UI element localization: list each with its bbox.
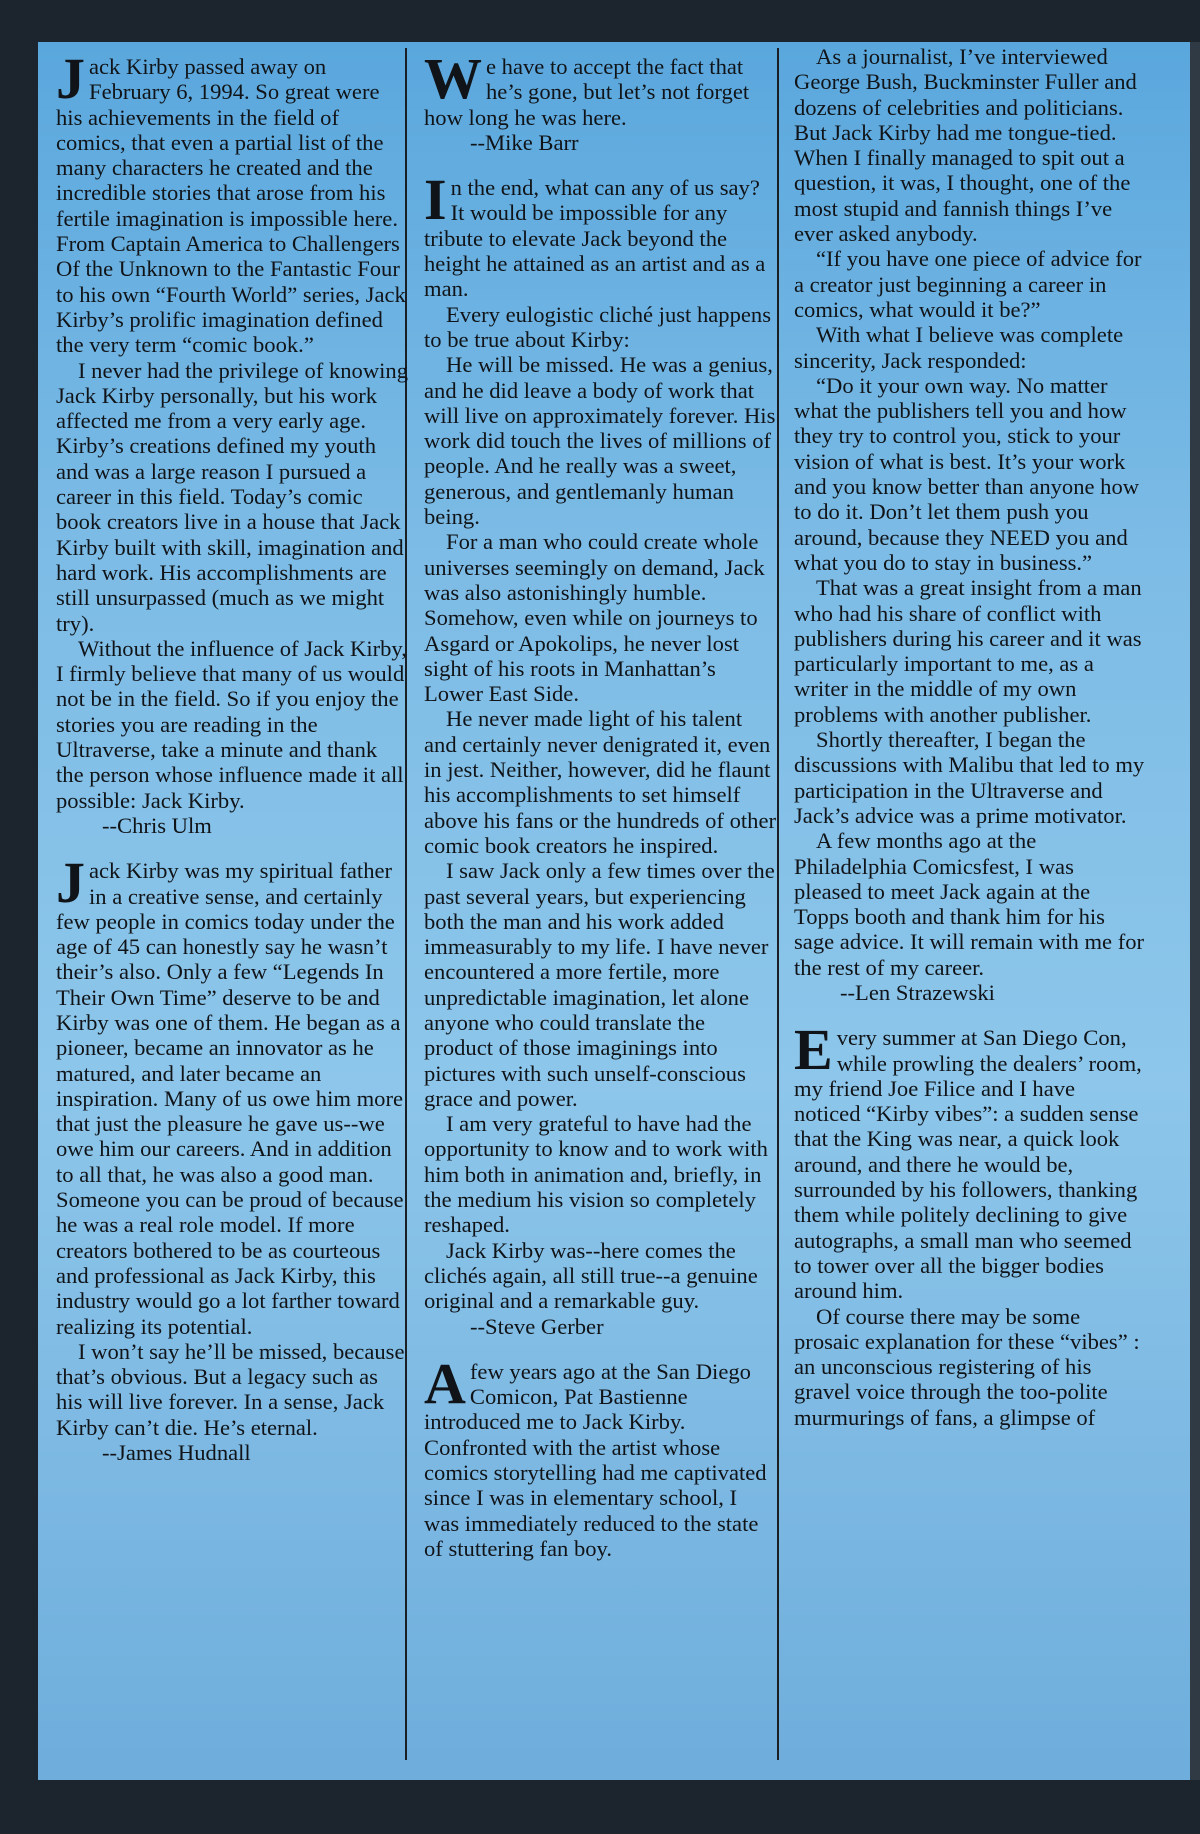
paragraph: ack Kirby passed away on February 6, 1994. So great were his achievements in the field of comics, that even a partial list of the many characters he created and the incredible stories that arose from his fertile imagination is impossible here. From Captain America to Challengers Of the Unknown to the Fantastic Four to his own “Fourth World” series, Jack Kirby’s prolific imagination defined the very term “comic book.” <box>56 54 406 358</box>
drop-cap: J <box>56 46 85 111</box>
tribute-strazewski-cont <box>794 44 1146 1005</box>
column-2 <box>424 46 776 1581</box>
tribute-hudnall <box>56 850 408 1466</box>
paragraph: With what I believe was complete sincerity, Jack responded: <box>794 322 1124 373</box>
paragraph: few years ago at the San Diego Comicon, Pat Bastienne introduced me to Jack Kirby. Confronted with the artist whose comics storytelling had me captivated since I was in elementary school, I was immediately reduced to the state of stuttering fan boy. <box>424 1358 767 1561</box>
page-edge <box>1190 42 1200 1780</box>
paragraph: I never had the privilege of knowing Jack Kirby personally, but his work affected me from a very early age. Kirby’s creations defined my youth and was a large reason I pursued a career in this field. Today’s comic book creators live in a house that Jack Kirby built with skill, imagination and hard work. His accomplishments are still unsurpassed (much as we might try). <box>56 357 409 636</box>
paragraph: Without the influence of Jack Kirby, I firmly believe that many of us would not be in the field. So if you enjoy the stories you are reading in the Ultraverse, take a minute and thank the person whose influence made it all possible: Jack Kirby. <box>56 635 407 813</box>
paragraph: I am very grateful to have had the opportunity to know and to work with him both in animation and, briefly, in the medium his vision so completely reshaped. <box>424 1111 768 1238</box>
tribute-strazewski-start <box>424 1350 776 1561</box>
paragraph: I won’t say he’ll be missed, because that’s obvious. But a legacy such as his will live forever. In a sense, Jack Kirby can’t die. He’s eternal. <box>56 1338 405 1440</box>
signature: --Len Strazewski <box>840 979 995 1005</box>
paragraph: Shortly thereafter, I began the discussions with Malibu that led to my participation in the Ultraverse and Jack’s advice was a prime motivator. <box>794 727 1145 828</box>
drop-cap: W <box>424 46 482 111</box>
paragraph: For a man who could create whole universes seemingly on demand, Jack was also astonishingly humble. Somehow, even while on journeys to Asgard or Apokolips, he never lost sight of his roots in Manhattan’s Lower East Side. <box>424 529 765 707</box>
paragraph: As a journalist, I’ve interviewed George Bush, Buckminster Fuller and dozens of celebrities and politicians. But Jack Kirby had me tongue-tied. When I finally managed to spit out a question, it was, I thought, one of the most stupid and fannish things I’ve ever asked anybody. <box>794 44 1137 247</box>
column-3 <box>794 44 1146 1450</box>
paragraph: A few months ago at the Philadelphia Comicsfest, I was pleased to meet Jack again at the Topps booth and thank him for his sage advice. It will remain with me for the rest of my career. <box>794 828 1145 980</box>
signature: --Chris Ulm <box>102 812 212 838</box>
signature: --James Hudnall <box>102 1440 251 1466</box>
paragraph: ack Kirby was my spiritual father in a creative sense, and certainly few people in comics today under the age of 45 can honestly say he wasn’t their’s also. Only a few “Legends In Their Own Time” deserve to be and Kirby was one of them. He began as a pioneer, became an innovator as he matured, and later became an inspiration. Many of us owe him more that just the pleasure he gave us--we owe him our careers. And in addition to all that, he was also a good man. Someone you can be proud of because he was a real role model. If more creators bothered to be as courteous and professional as Jack Kirby, this industry would go a lot farther toward realizing its potential. <box>56 858 404 1339</box>
drop-cap: J <box>56 850 85 916</box>
column-rule <box>777 48 779 1760</box>
drop-cap: I <box>424 167 447 233</box>
paragraph: Of course there may be some prosaic explanation for these “vibes” : an unconscious registering of his gravel voice through the too-polite murmurings of fans, a glimpse of <box>794 1303 1140 1430</box>
paragraph: He will be missed. He was a genius, and he did leave a body of work that will live on approximately forever. His work did touch the lives of millions of people. And he really was a sweet, generous, and gentlemanly human being. <box>424 352 776 530</box>
paragraph: He never made light of his talent and certainly never denigrated it, even in jest. Neither, however, did he flaunt his accomplishments to set himself above his fans or the hundreds of other comic book creators he inspired. <box>424 706 776 858</box>
paragraph: n the end, what can any of us say? It would be impossible for any tribute to elevate Jack beyond the height he attained as an artist and as a man. <box>424 175 766 302</box>
paragraph: very summer at San Diego Con, while prowling the dealers’ room, my friend Joe Filice and I have noticed “Kirby vibes”: a sudden sense that the King was near, a quick look around, and there he would be, surrounded by his followers, thanking them while politely declining to give autographs, a small man who seemed to tower over all the bigger bodies around him. <box>794 1025 1142 1304</box>
tribute-gerber <box>424 167 776 1339</box>
tribute-ulm <box>56 46 409 838</box>
signature: --Steve Gerber <box>470 1313 604 1339</box>
paragraph: “If you have one piece of advice for a creator just beginning a career in comics, what would it be?” <box>794 246 1142 322</box>
paragraph: Every eulogistic cliché just happens to be true about Kirby: <box>424 301 772 352</box>
paragraph: Jack Kirby was--here comes the clichés again, all still true--a genuine original and a remarkable guy. <box>424 1237 758 1314</box>
paragraph: I saw Jack only a few times over the past several years, but experiencing both the man and his work added immeasurably to my life. I have never encountered a more fertile, more unpredictable imagination, let alone anyone who could translate the product of those imaginings into pictures with such unself-conscious grace and power. <box>424 858 775 1111</box>
paragraph: “Do it your own way. No matter what the publishers tell you and how they try to control you, stick to your vision of what is best. It’s your work and you know better than anyone how to do it. Don’t let them push you around, because they NEED you and what you do to stay in business.” <box>794 372 1140 575</box>
tribute-summer <box>794 1017 1146 1430</box>
paragraph: That was a great insight from a man who had his share of conflict with publishers during his career and it was particularly important to me, as a writer in the middle of my own problems with another publisher. <box>794 575 1142 727</box>
drop-cap: E <box>794 1017 833 1083</box>
tribute-barr <box>424 46 776 155</box>
paragraph: e have to accept the fact that he’s gone, but let’s not forget how long he was here. <box>424 54 750 130</box>
column-1 <box>56 46 409 1485</box>
drop-cap: A <box>424 1350 466 1416</box>
signature: --Mike Barr <box>470 129 579 155</box>
